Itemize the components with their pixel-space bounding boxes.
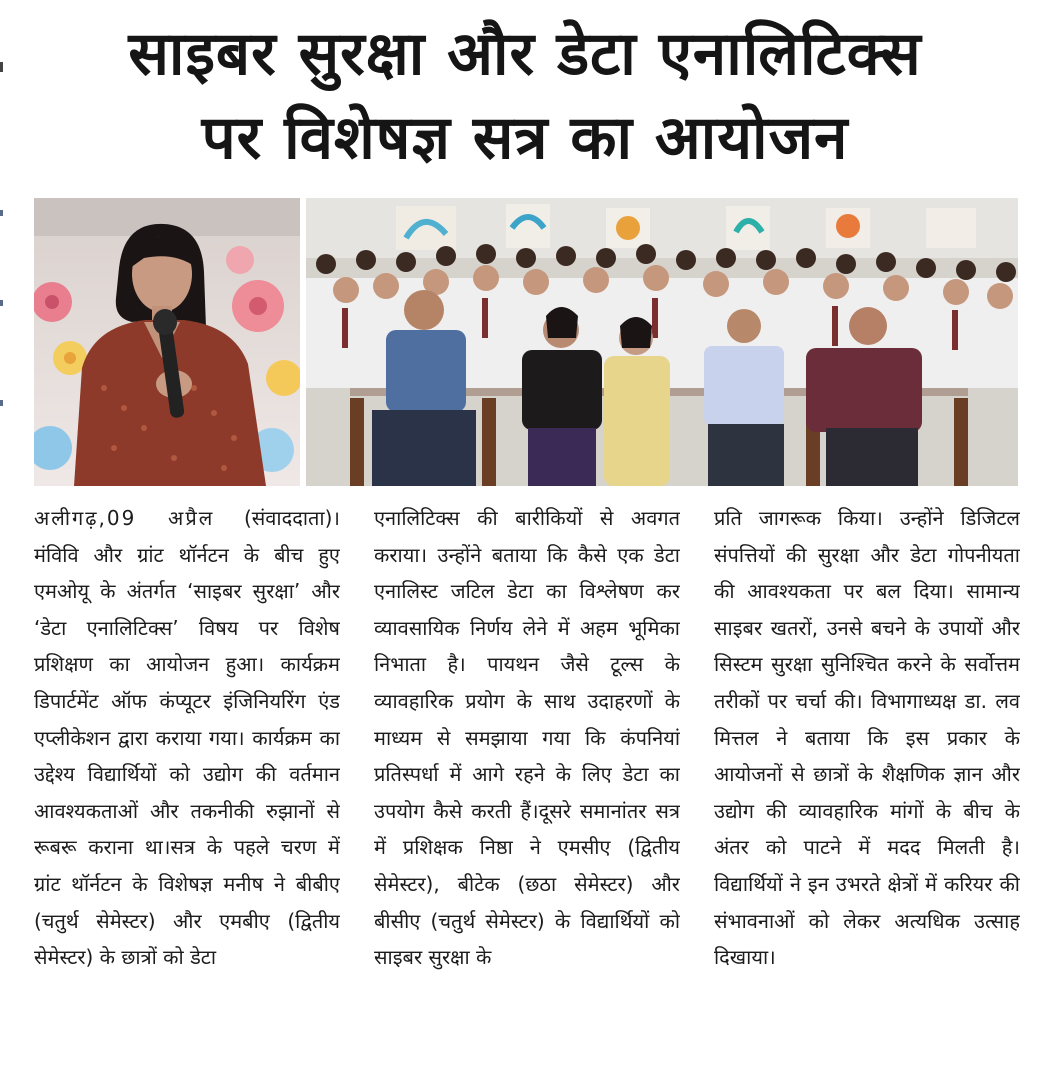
column-1-text: (संवाददाता)। मंविवि और ग्रांट थॉर्नटन के बीच हुए एमओयू के अंतर्गत ‘साइबर सुरक्षा’ और ‘डेटा एनालिटिक्स’ विषय पर विशेष प्रशिक्षण का आयोजन हुआ। कार्यक्रम डिपार्टमेंट ऑफ कंप्यूटर इंजिनियरिंग एंड एप्लीकेशन द्वारा कराया गया। कार्यक्रम का उद्देश्य विद्यार्थियों को उद्योग की वर्तमान आवश्यकताओं और तकनीकी रुझानों से रूबरू कराना था।सत्र के पहले चरण में ग्रांट थॉर्नटन के विशेषज्ञ मनीष ने बीबीए (चतुर्थ सेमेस्टर) और एमबीए (द्वितीय सेमेस्टर) के छात्रों को डेटा	[34, 506, 340, 970]
column-2-text: एनालिटिक्स की बारीकियों से अवगत कराया। उन्होंने बताया कि कैसे एक डेटा एनालिस्ट जटिल डेटा का विश्लेषण कर व्यावसायिक निर्णय लेने में अहम भूमिका निभाता है। पायथन जैसे टूल्स के व्यावहारिक प्रयोग के साथ उदाहरणों के माध्यम से समझाया गया कि कंपनियां प्रतिस्पर्धा में आगे रहने के लिए डेटा का उपयोग कैसे करती हैं।दूसरे समानांतर सत्र में प्रशिक्षक निष्ठा ने एमसीए (द्वितीय सेमेस्टर), बीटेक (छठा सेमेस्टर) और बीसीए (चतुर्थ सेमेस्टर) के विद्यार्थियों को साइबर सुरक्षा के	[374, 506, 680, 970]
article-body	[34, 500, 1019, 1087]
audience-group-photo	[306, 198, 1018, 486]
headline-line-2: पर विशेषज्ञ सत्र का आयोजन	[201, 103, 849, 173]
headline-line-1: साइबर सुरक्षा और डेटा एनालिटिक्स	[128, 19, 922, 89]
column-3-text: प्रति जागरूक किया। उन्होंने डिजिटल संपत्तियों की सुरक्षा और डेटा गोपनीयता की आवश्यकता पर बल दिया। सामान्य साइबर खतरों, उनसे बचने के उपायों और सिस्टम सुरक्षा सुनिश्चित करने के सर्वोत्तम तरीकों पर चर्चा की। विभागाध्यक्ष डा. लव मित्तल ने बताया कि इस प्रकार के आयोजनों से छात्रों के शैक्षणिक ज्ञान और उद्योग की व्यावहारिक मांगों के बीच के अंतर को पाटने में मदद मिलती है। विद्यार्थियों ने इन उभरते क्षेत्रों में करियर की संभावनाओं को लेकर अत्यधिक उत्साह दिखाया।	[714, 506, 1020, 970]
article-column-2	[374, 500, 680, 1087]
article-headline	[30, 12, 1020, 180]
article-column-1	[34, 500, 340, 1087]
page-edge-marks	[0, 0, 6, 1087]
article-column-3	[714, 500, 1020, 1087]
speaker-photo	[34, 198, 300, 486]
dateline: अलीगढ़,09 अप्रैल	[34, 506, 215, 530]
